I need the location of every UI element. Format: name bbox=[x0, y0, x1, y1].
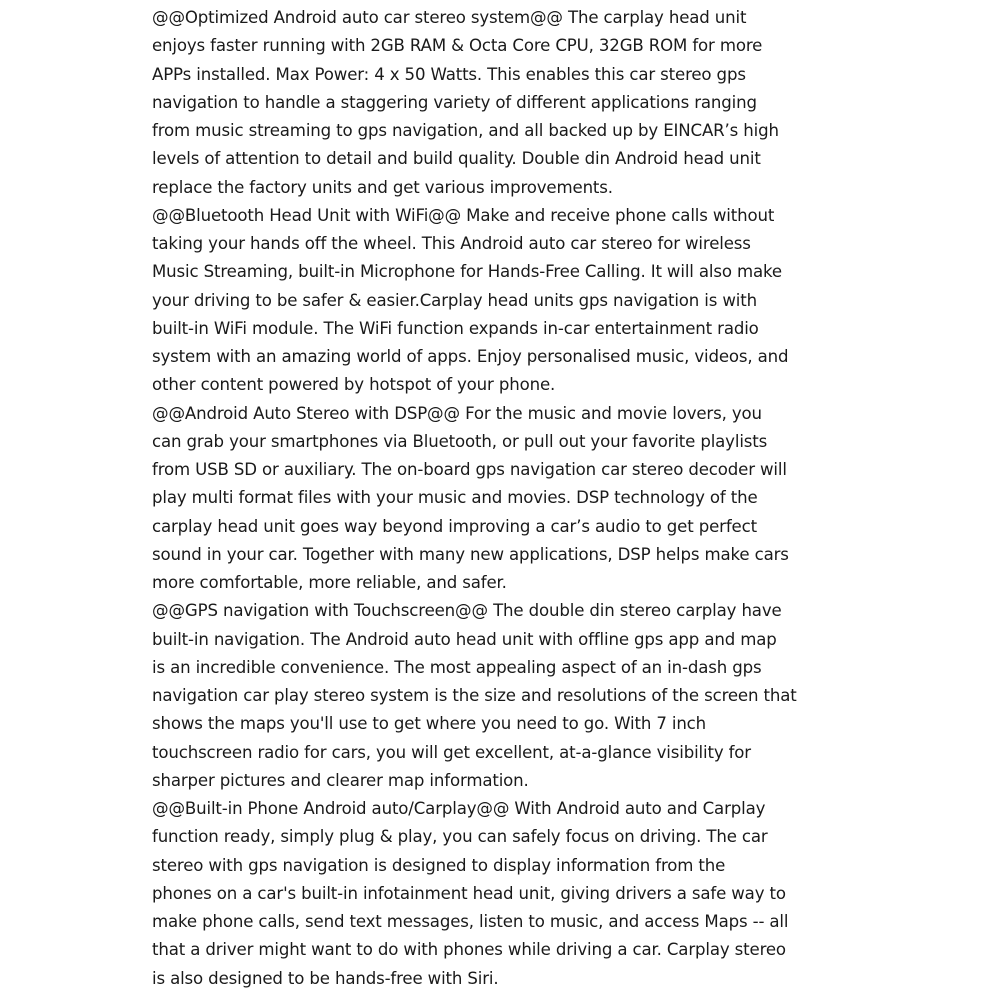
text-line: from USB SD or auxiliary. The on-board gps navigation car stereo decoder will bbox=[152, 460, 787, 479]
text-line: @@Android Auto Stereo with DSP@@ For the music and movie lovers, you bbox=[152, 403, 762, 423]
text-line: other content powered by hotspot of your phone. bbox=[152, 375, 556, 395]
text-line: play multi format files with your music and movies. DSP technology of the bbox=[152, 488, 758, 508]
text-line: from music streaming to gps navigation, and all backed up by EINCAR’s high bbox=[152, 121, 779, 140]
text-line: carplay head unit goes way beyond improving a car’s audio to get perfect bbox=[152, 516, 757, 536]
text-line: is also designed to be hands-free with Siri. bbox=[152, 968, 499, 988]
text-line: shows the maps you'll use to get where you need to go. With 7 inch bbox=[152, 714, 707, 734]
text-line: stereo with gps navigation is designed to display information from the bbox=[152, 855, 726, 875]
feature-bullet-dsp bbox=[152, 400, 857, 598]
feature-bullet-android-auto-carplay bbox=[152, 795, 857, 993]
text-line: phones on a car's built-in infotainment head unit, giving drivers a safe way to bbox=[152, 883, 786, 903]
text-line: can grab your smartphones via Bluetooth, or pull out your favorite playlists bbox=[152, 431, 768, 451]
text-line: make phone calls, send text messages, listen to music, and access Maps -- all bbox=[152, 912, 789, 931]
text-line: system with an amazing world of apps. Enjoy personalised music, videos, and bbox=[152, 347, 789, 366]
text-line: built-in WiFi module. The WiFi function expands in-car entertainment radio bbox=[152, 318, 759, 338]
text-line: enjoys faster running with 2GB RAM & Octa Core CPU, 32GB ROM for more bbox=[152, 36, 763, 56]
text-line: navigation to handle a staggering variety of different applications ranging bbox=[152, 92, 757, 112]
text-line: is an incredible convenience. The most appealing aspect of an in-dash gps bbox=[152, 657, 762, 677]
product-description bbox=[152, 4, 857, 993]
text-line: navigation car play stereo system is the size and resolutions of the screen that bbox=[152, 686, 797, 705]
text-line: built-in navigation. The Android auto head unit with offline gps app and map bbox=[152, 629, 777, 649]
text-line: APPs installed. Max Power: 4 x 50 Watts. This enables this car stereo gps bbox=[152, 64, 746, 84]
text-line: function ready, simply plug & play, you can safely focus on driving. The car bbox=[152, 827, 768, 847]
feature-bullet-bluetooth-wifi bbox=[152, 202, 857, 400]
text-line: Music Streaming, built-in Microphone for Hands-Free Calling. It will also make bbox=[152, 262, 782, 282]
text-line: replace the factory units and get various improvements. bbox=[152, 177, 613, 197]
text-line: that a driver might want to do with phones while driving a car. Carplay stereo bbox=[152, 940, 786, 960]
text-line: more comfortable, more reliable, and safer. bbox=[152, 573, 507, 592]
text-line: sound in your car. Together with many new applications, DSP helps make cars bbox=[152, 544, 789, 564]
text-line: @@GPS navigation with Touchscreen@@ The double din stereo carplay have bbox=[152, 601, 782, 621]
feature-bullet-optimized-system bbox=[152, 4, 857, 202]
text-line: @@Optimized Android auto car stereo system@@ The carplay head unit bbox=[152, 8, 747, 27]
text-line: levels of attention to detail and build quality. Double din Android head unit bbox=[152, 149, 761, 169]
text-line: @@Bluetooth Head Unit with WiFi@@ Make and receive phone calls without bbox=[152, 205, 775, 225]
text-line: touchscreen radio for cars, you will get excellent, at-a-glance visibility for bbox=[152, 742, 751, 762]
text-line: taking your hands off the wheel. This Android auto car stereo for wireless bbox=[152, 234, 751, 253]
text-line: your driving to be safer & easier.Carplay head units gps navigation is with bbox=[152, 290, 757, 310]
feature-bullet-gps-touchscreen bbox=[152, 597, 857, 795]
text-line: @@Built-in Phone Android auto/Carplay@@ With Android auto and Carplay bbox=[152, 799, 766, 818]
text-line: sharper pictures and clearer map information. bbox=[152, 770, 529, 790]
